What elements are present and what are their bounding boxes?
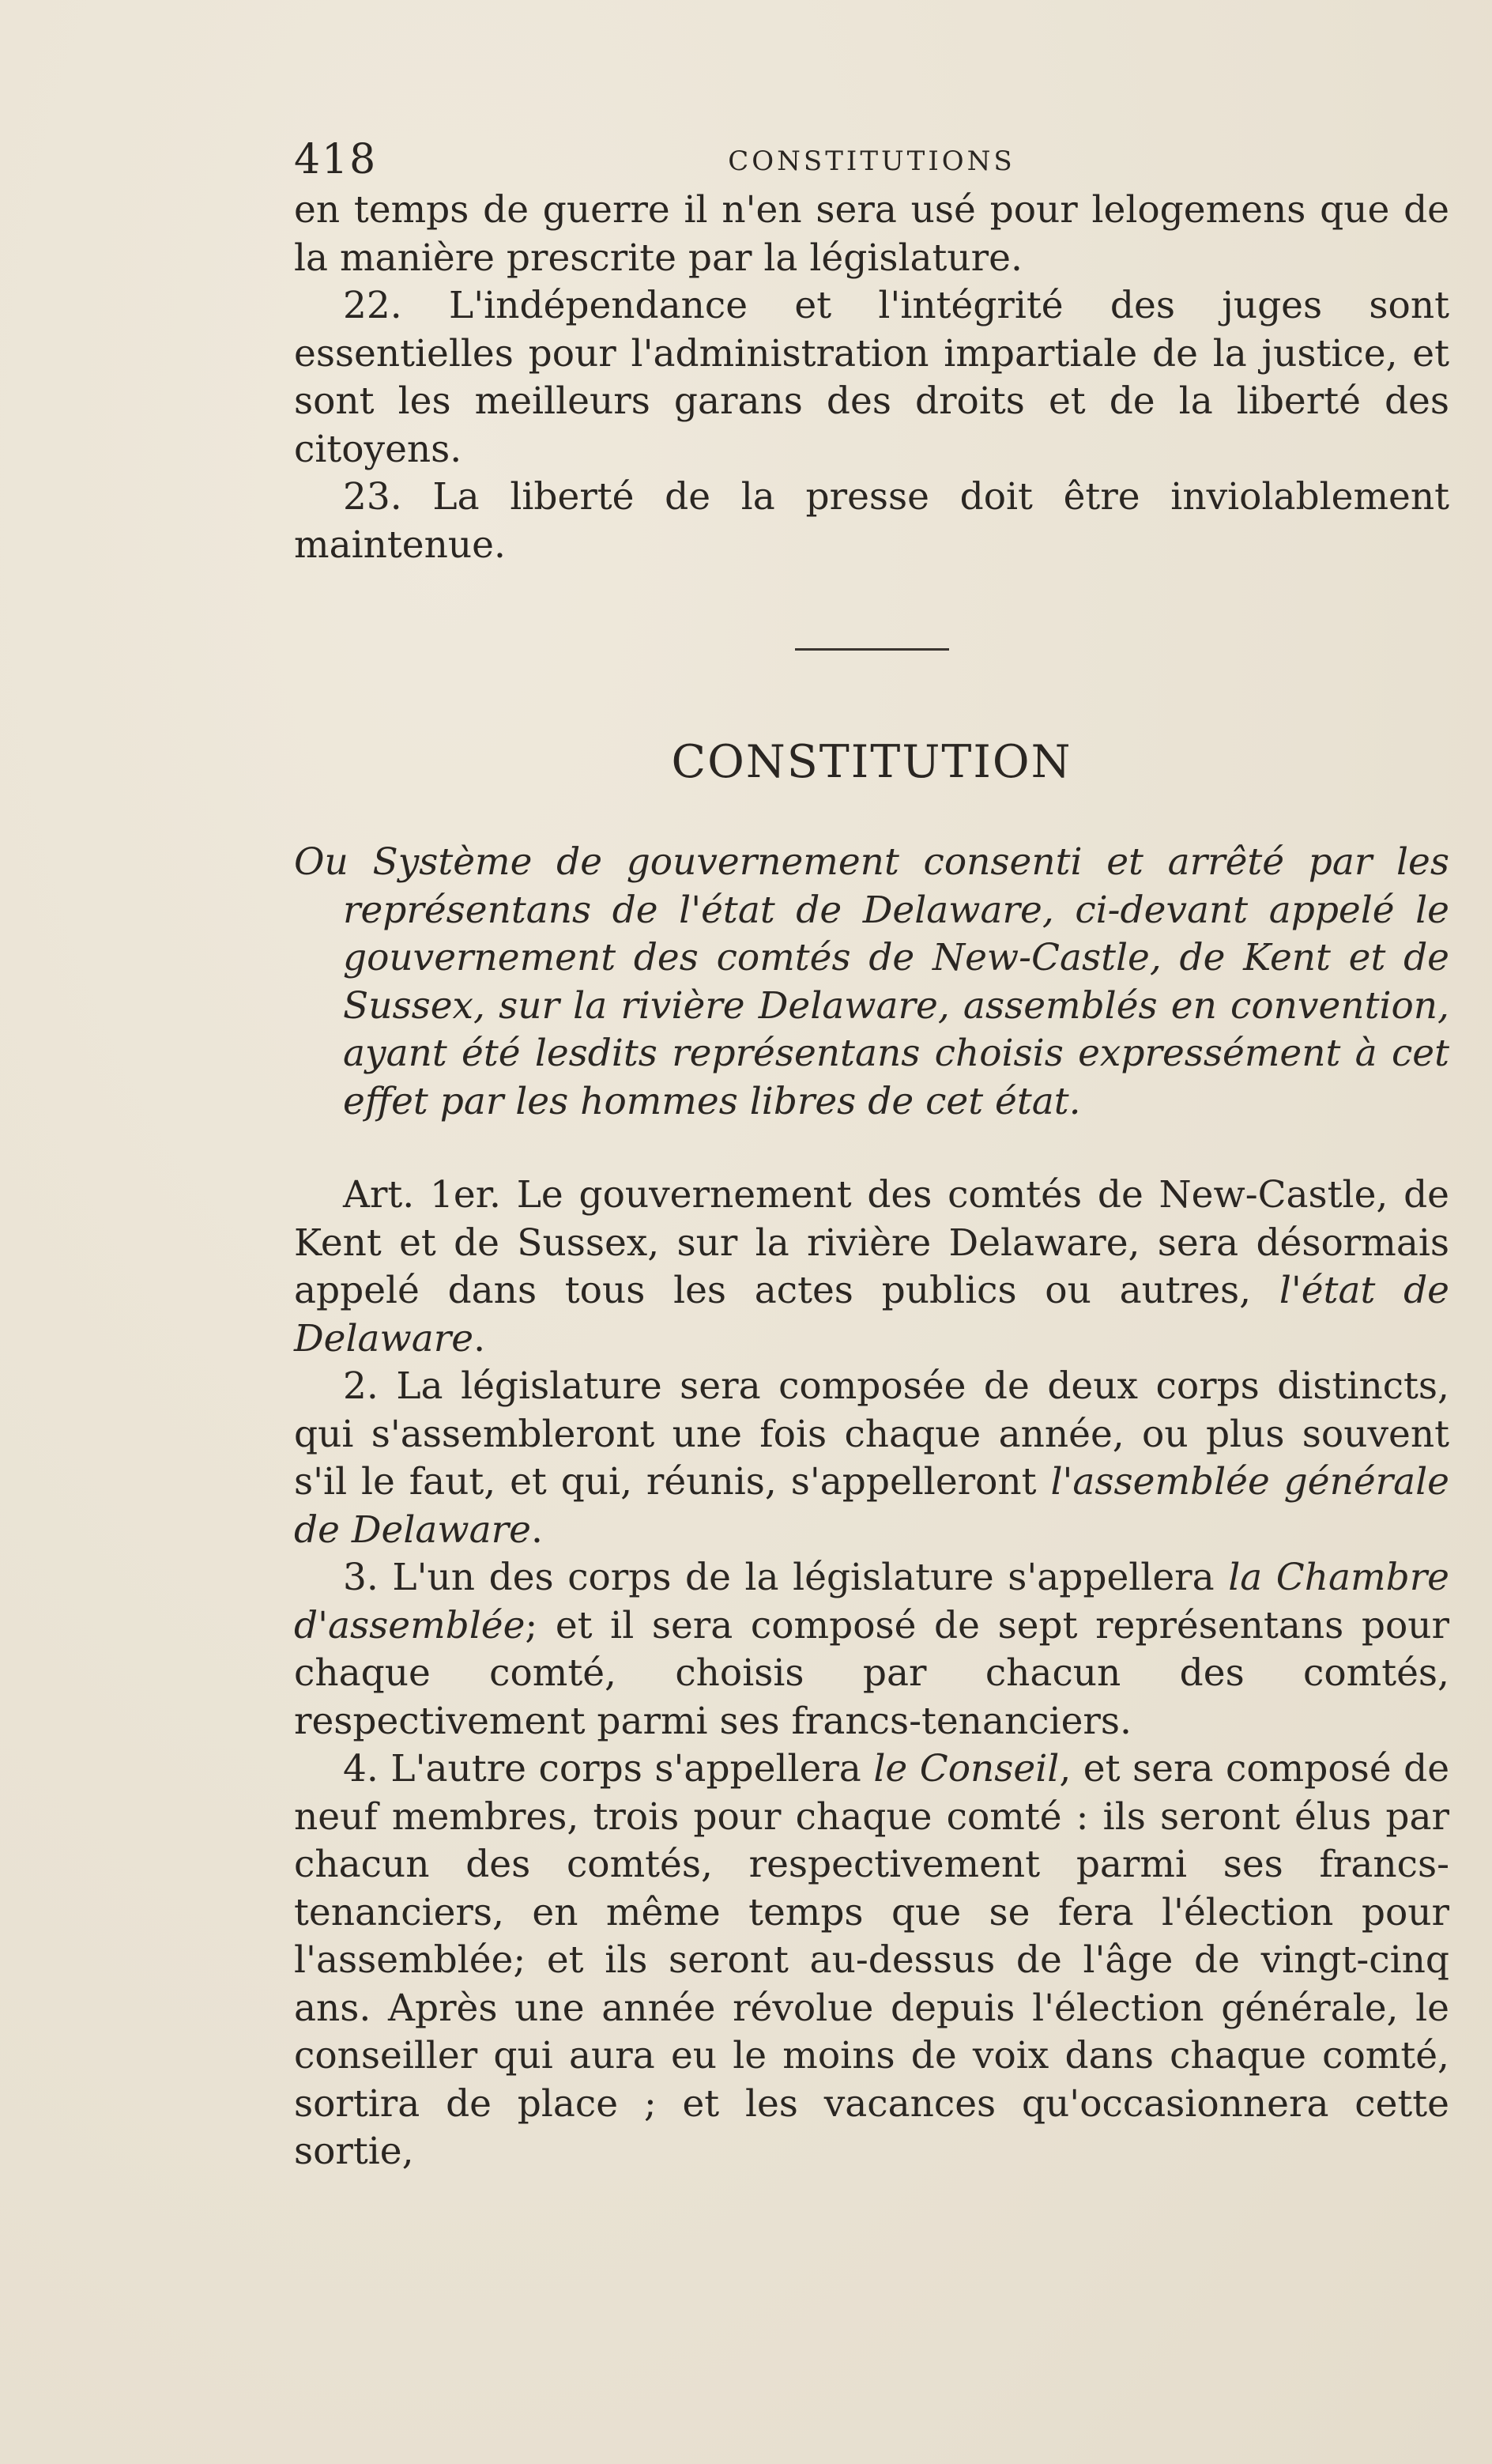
article-4 bbox=[294, 1745, 1449, 2176]
article-4-emphasis: le Conseil bbox=[873, 1747, 1060, 1790]
article-3 bbox=[294, 1554, 1449, 1745]
section-title: CONSTITUTION bbox=[671, 736, 1072, 788]
articles bbox=[294, 1172, 1449, 2176]
article-2-text: 2. La législature sera composée de deux corps distincts, qui s'assembleront une fois chaque année, ou plus souvent s'il le faut, et qui, réunis, s'appelleront bbox=[294, 1364, 1449, 1504]
paragraph-23: 23. La liberté de la presse doit être inviolablement maintenue. bbox=[294, 475, 1449, 567]
article-1-text: Le gouvernement des comtés de New-Castle, de Kent et de Sussex, sur la rivière Delaware, sera désormais appelé dans tous les actes publics ou autres, bbox=[294, 1173, 1449, 1312]
article-3-text: 3. L'un des corps de la législature s'appellera bbox=[343, 1556, 1229, 1599]
continuation-paragraph: en temps de guerre il n'en sera usé pour lelogemens que de la manière prescrite par la législature. bbox=[294, 188, 1449, 280]
page-header bbox=[294, 136, 1449, 187]
article-4-text: 4. L'autre corps s'appellera bbox=[343, 1747, 874, 1790]
paragraph-22: 22. L'indépendance et l'intégrité des juges sont essentielles pour l'administration impartiale de la justice, et sont les meilleurs garans des droits et de la liberté des citoyens. bbox=[294, 284, 1449, 471]
article-2-end: . bbox=[530, 1507, 543, 1552]
article-1-label: Art. 1er. bbox=[343, 1173, 501, 1217]
section-divider bbox=[795, 648, 949, 651]
article-4-end: , et sera composé de neuf membres, trois pour chaque comté : ils seront élus par chacun des comtés, respectivement parmi ses francs-tenanciers, en même temps que se fera l'élection pour l'assemblée; et ils seront au-dessus de l'âge de vingt-cinq ans. Après une année révolue depuis l'élection générale, le conseiller qui aura eu le moins de voix dans chaque comté, sortira de place ; et les vacances qu'occasionnera cette sortie, bbox=[294, 1747, 1450, 2173]
running-head: CONSTITUTIONS bbox=[728, 145, 1015, 177]
article-1 bbox=[294, 1172, 1449, 1363]
article-3-emphasis: la Chambre d'assemblée bbox=[294, 1556, 1449, 1647]
article-2-emphasis: l'assemblée générale de Delaware bbox=[294, 1460, 1449, 1552]
article-1-end: . bbox=[473, 1316, 486, 1360]
page-number: 418 bbox=[294, 136, 378, 183]
book-page bbox=[294, 136, 1449, 2176]
article-1-emphasis: l'état de Delaware bbox=[294, 1269, 1449, 1360]
article-2 bbox=[294, 1363, 1449, 1554]
constitution-preamble: Ou Système de gouvernement consenti et arrêté par les représentans de l'état de Delaware, ci-devant appelé le gouvernement des comtés de New-Castle, de Kent et de Sussex, sur la rivière Delaware, assemblés en convention, ayant été lesdits représentans choisis expressément à cet effet par les hommes libres de cet état. bbox=[294, 840, 1449, 1123]
article-3-end: ; et il sera composé de sept représentans pour chaque comté, choisis par chacun des comtés, respectivement parmi ses francs-tenanciers. bbox=[294, 1603, 1449, 1743]
